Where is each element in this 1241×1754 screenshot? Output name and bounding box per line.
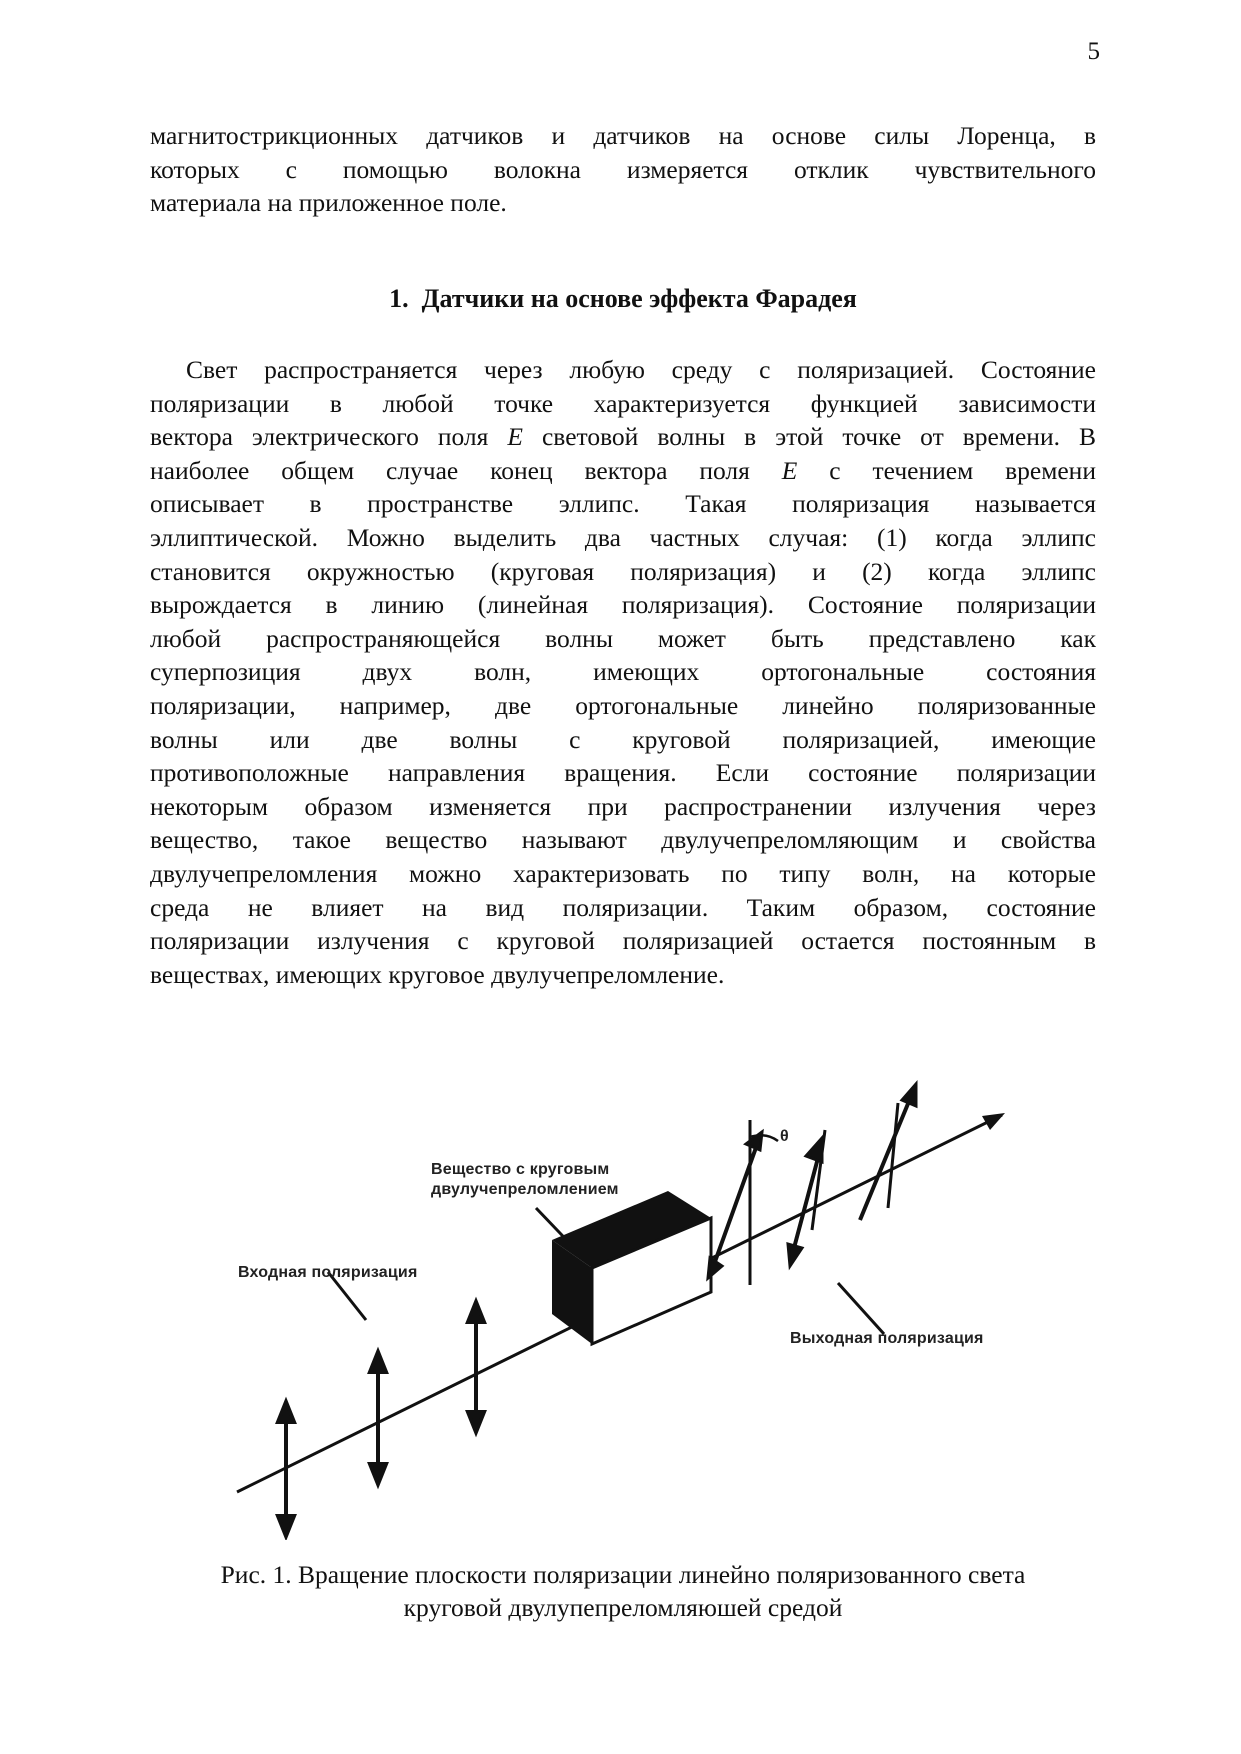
text-line: любой распространяющейся волны может быть представлено как <box>150 623 1096 653</box>
output-polarization-arrows <box>708 1084 916 1285</box>
angle-label: θ <box>780 1128 789 1145</box>
text-line: волны или две волны с круговой поляризацией, имеющие <box>150 724 1096 754</box>
text-line: магнитострикционных датчиков и датчиков на основе силы Лоренца, в <box>150 121 1096 150</box>
intro-paragraph <box>150 119 1096 220</box>
text-line: двулучепреломления можно характеризовать по типу волн, на которые <box>150 858 1096 888</box>
text-line: вещество, такое вещество называют двулучепреломляющим и свойства <box>150 825 1096 855</box>
text-line: поляризации излучения с круговой поляризацией остается постоянным в <box>150 926 1096 956</box>
figure-caption <box>140 1558 1106 1624</box>
body-paragraph <box>150 353 1096 991</box>
section-heading <box>150 284 1096 314</box>
text-line: веществах, имеющих круговое двулучепреломление. <box>150 959 725 989</box>
section-title: Датчики на основе эффекта Фарадея <box>421 284 857 313</box>
input-polarization-label: Входная поляризация <box>238 1264 418 1281</box>
text-line: наиболее общем случае конец вектора поля E с течением времени <box>150 455 1096 485</box>
text-line: среда не влияет на вид поляризации. Таким образом, состояние <box>150 892 1096 922</box>
text-line: которых с помощью волокна измеряется отклик чувствительного <box>150 154 1096 184</box>
beam-arrowhead <box>982 1113 1005 1130</box>
text-line: становится окружностью (круговая поляризация) и (2) когда эллипс <box>150 556 1096 586</box>
input-polarization-arrows <box>278 1302 484 1536</box>
text-line: вырождается в линию (линейная поляризация). Состояние поляризации <box>150 590 1096 620</box>
text-line: поляризации в любой точке характеризуется функцией зависимости <box>150 388 1096 418</box>
caption-line: круговой двулупепреломляюшей средой <box>403 1593 843 1622</box>
text-line: поляризации, например, две ортогональные линейно поляризованные <box>150 690 1096 720</box>
substance-label <box>431 1160 619 1200</box>
text-line: суперпозиция двух волн, имеющих ортогональные состояния <box>150 657 1096 687</box>
caption-line: Рис. 1. Вращение плоскости поляризации линейно поляризованного света <box>220 1560 1026 1589</box>
text-line: описывает в пространстве эллипс. Такая поляризация называется <box>150 489 1096 519</box>
text-line: вектора электрического поля E световой волны в этой точке от времени. В <box>150 422 1096 452</box>
birefringent-block <box>552 1191 711 1344</box>
section-number: 1. <box>389 284 409 313</box>
page-number: 5 <box>1087 38 1100 65</box>
text-line: некоторым образом изменяется при распространении излучения через <box>150 791 1096 821</box>
text-line: Свет распространяется через любую среду с поляризацией. Состояние <box>186 355 1096 384</box>
output-polarization-label: Выходная поляризация <box>790 1330 984 1347</box>
substance-label-line: Вещество с круговым <box>431 1161 610 1178</box>
text-line: противоположные направления вращения. Если состояние поляризации <box>150 758 1096 788</box>
text-line: эллиптической. Можно выделить два частных случая: (1) когда эллипс <box>150 522 1096 552</box>
text-line: материала на приложенное поле. <box>150 188 507 218</box>
pointer-line-output <box>838 1283 884 1334</box>
substance-label-line: двулучепреломлением <box>431 1181 619 1198</box>
faraday-rotation-diagram <box>200 1080 1060 1540</box>
